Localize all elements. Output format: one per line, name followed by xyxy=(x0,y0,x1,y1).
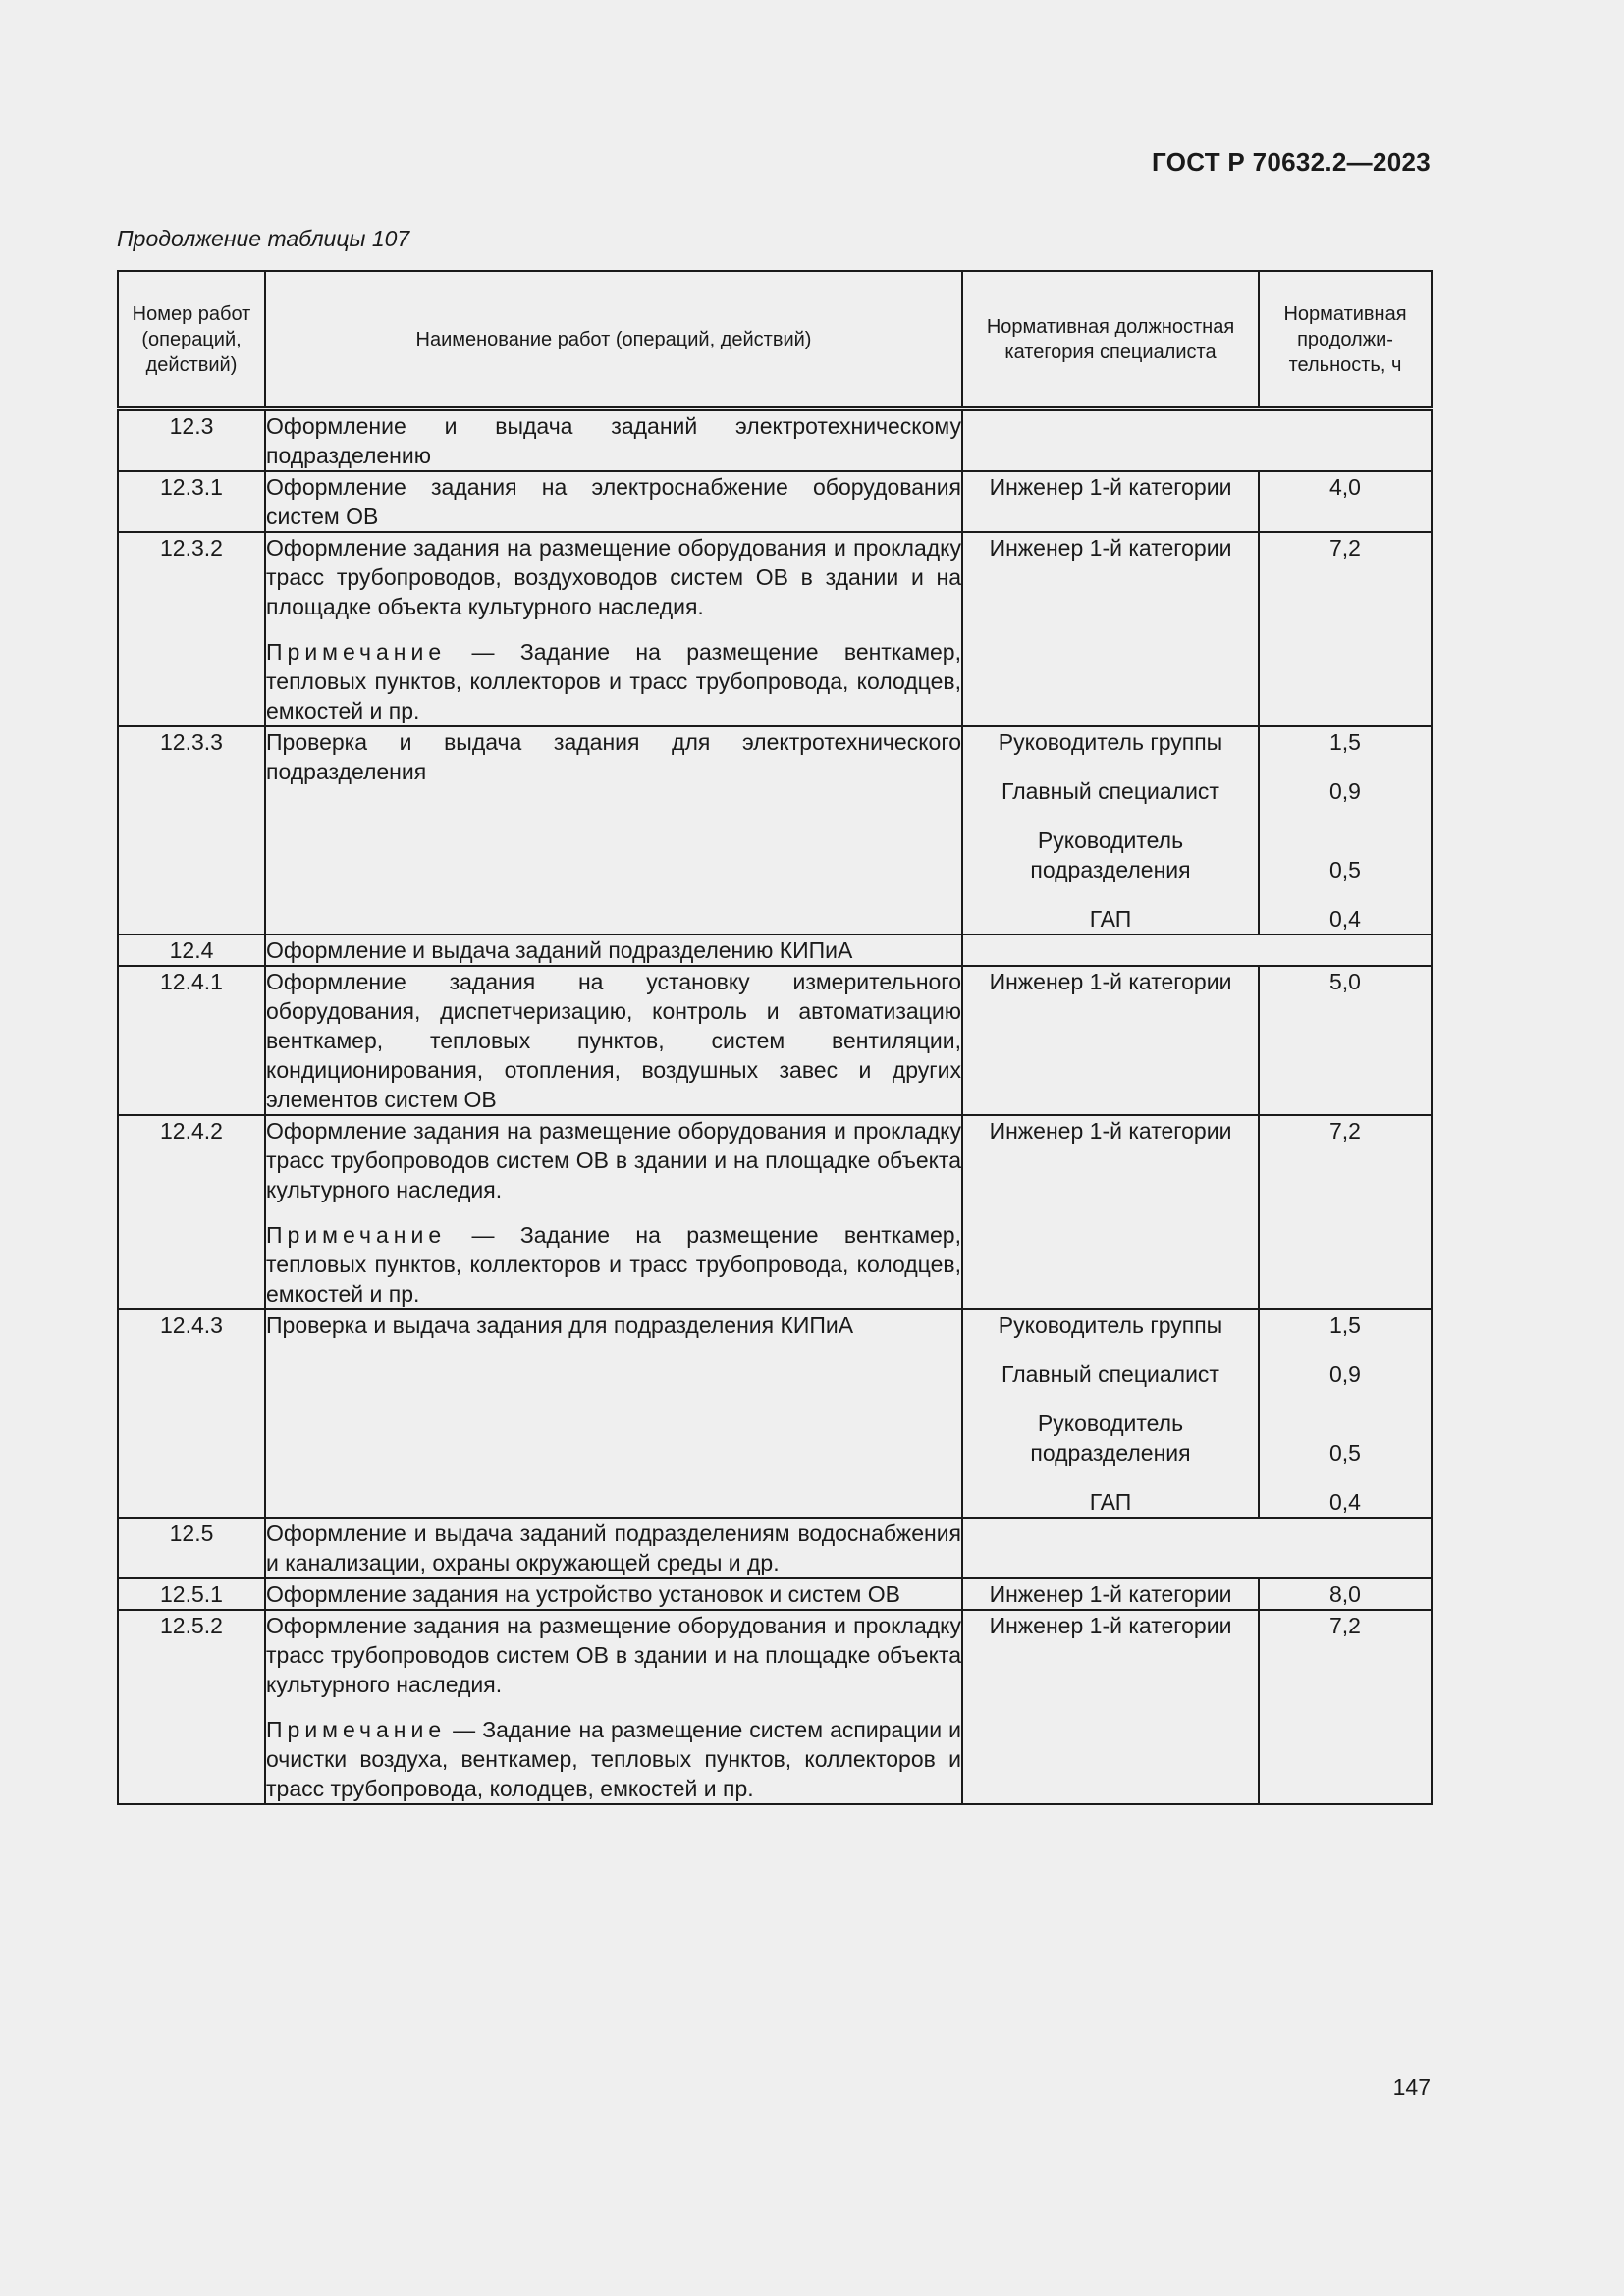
empty-cell xyxy=(962,1518,1432,1578)
note-text: — Задание на размещение венткамер, тепловых пунктов, коллекторов и трасс трубопровода, колодцев, емкостей и пр. xyxy=(266,639,961,723)
note-text: — Задание на размещение систем аспирации и очистки воздуха, венткамер, тепловых пунктов, коллекторов и трасс трубопровода, колодцев, емкостей и пр. xyxy=(266,1717,961,1801)
work-name: Оформление задания на электроснабжение оборудования систем ОВ xyxy=(266,474,961,529)
norms-table xyxy=(117,270,1433,1805)
specialist-category: Инженер 1-й категории xyxy=(989,474,1232,500)
work-number: 12.4.3 xyxy=(118,1309,265,1518)
work-name-cell xyxy=(265,532,962,726)
work-name-cell xyxy=(265,934,962,966)
table-group-row xyxy=(118,409,1432,472)
specialist-category: Инженер 1-й категории xyxy=(989,1613,1232,1638)
specialist-category-cell xyxy=(962,1578,1259,1610)
specialist-category: Руководитель группы xyxy=(998,729,1223,755)
duration-value: 1,5 xyxy=(1329,729,1361,755)
work-name-cell xyxy=(265,1578,962,1610)
specialist-category-cell xyxy=(962,471,1259,532)
work-name-cell xyxy=(265,1115,962,1309)
duration-value: 1,5 xyxy=(1329,1312,1361,1338)
duration-cell xyxy=(1259,532,1432,726)
duration-value: 7,2 xyxy=(1329,1118,1361,1144)
duration-cell xyxy=(1259,1610,1432,1804)
work-name: Оформление и выдача заданий электротехническому подразделению xyxy=(266,413,961,468)
note-label: Примечание xyxy=(266,1717,447,1742)
specialist-category: Инженер 1-й категории xyxy=(989,1581,1232,1607)
duration-value: 7,2 xyxy=(1329,535,1361,561)
specialist-category: Инженер 1-й категории xyxy=(989,1118,1232,1144)
specialist-category: Руководитель подразделения xyxy=(1030,828,1191,882)
empty-cell xyxy=(962,934,1432,966)
work-name-cell xyxy=(265,1309,962,1518)
duration-value: 7,2 xyxy=(1329,1613,1361,1638)
work-name-cell xyxy=(265,471,962,532)
table-body xyxy=(118,409,1432,1805)
duration-cell xyxy=(1259,726,1432,934)
specialist-category-cell xyxy=(962,532,1259,726)
table-group-row xyxy=(118,934,1432,966)
specialist-category: ГАП xyxy=(1089,1489,1132,1515)
specialist-category-cell xyxy=(962,966,1259,1115)
duration-value: 8,0 xyxy=(1329,1581,1361,1607)
duration-value: 0,9 xyxy=(1329,1362,1361,1387)
work-name: Оформление задания на установку измерительного оборудования, диспетчеризацию, контроль и автоматизацию венткамер, тепловых пунктов, систем вентиляции, кондиционирования, отопления, воздушных завес и других элементов систем ОВ xyxy=(266,969,961,1112)
specialist-category: Руководитель группы xyxy=(998,1312,1223,1338)
table-row xyxy=(118,1578,1432,1610)
table-caption: Продолжение таблицы 107 xyxy=(117,226,410,251)
work-number: 12.5.1 xyxy=(118,1578,265,1610)
duration-value: 5,0 xyxy=(1329,969,1361,994)
work-name: Оформление задания на размещение оборудования и прокладку трасс трубопроводов систем ОВ в здании и на площадке объекта культурного наследия. xyxy=(266,1118,961,1202)
work-number: 12.4.2 xyxy=(118,1115,265,1309)
duration-cell xyxy=(1259,966,1432,1115)
work-name: Оформление задания на устройство установок и систем ОВ xyxy=(266,1581,900,1607)
work-number: 12.3.2 xyxy=(118,532,265,726)
table-header-row xyxy=(118,271,1432,409)
work-name-cell xyxy=(265,966,962,1115)
work-name-cell xyxy=(265,1610,962,1804)
duration-value: 0,4 xyxy=(1329,1489,1361,1515)
specialist-category: ГАП xyxy=(1089,906,1132,932)
work-name: Проверка и выдача задания для электротехнического подразделения xyxy=(266,729,961,784)
duration-cell xyxy=(1259,1309,1432,1518)
duration-value: 0,4 xyxy=(1329,906,1361,932)
duration-value: 0,5 xyxy=(1329,857,1361,882)
table-group-row xyxy=(118,1518,1432,1578)
specialist-category-cell xyxy=(962,1309,1259,1518)
note-label: Примечание xyxy=(266,1222,447,1248)
table-row xyxy=(118,1115,1432,1309)
table-row xyxy=(118,1610,1432,1804)
specialist-category: Инженер 1-й категории xyxy=(989,969,1232,994)
table-row xyxy=(118,1309,1432,1518)
work-name: Оформление и выдача заданий подразделению КИПиА xyxy=(266,937,853,963)
specialist-category-cell xyxy=(962,1610,1259,1804)
work-name: Оформление задания на размещение оборудования и прокладку трасс трубопроводов систем ОВ в здании и на площадке объекта культурного наследия. xyxy=(266,1613,961,1697)
duration-value: 0,9 xyxy=(1329,778,1361,804)
column-header-duration: Нормативная продолжи-тельность, ч xyxy=(1259,271,1432,409)
work-number: 12.3.1 xyxy=(118,471,265,532)
duration-cell xyxy=(1259,471,1432,532)
duration-cell xyxy=(1259,1115,1432,1309)
work-name: Оформление и выдача заданий подразделениям водоснабжения и канализации, охраны окружающей среды и др. xyxy=(266,1521,961,1575)
empty-cell xyxy=(962,409,1432,472)
page-number: 147 xyxy=(1392,2074,1431,2100)
work-note xyxy=(266,1715,961,1803)
duration-value: 4,0 xyxy=(1329,474,1361,500)
work-number: 12.5.2 xyxy=(118,1610,265,1804)
specialist-category-cell xyxy=(962,1115,1259,1309)
work-note xyxy=(266,1220,961,1308)
work-note xyxy=(266,637,961,725)
work-number: 12.4 xyxy=(118,934,265,966)
work-name-cell xyxy=(265,726,962,934)
column-header-number: Номер работ (операций, действий) xyxy=(118,271,265,409)
work-number: 12.4.1 xyxy=(118,966,265,1115)
table-row xyxy=(118,471,1432,532)
specialist-category-cell xyxy=(962,726,1259,934)
work-name: Проверка и выдача задания для подразделения КИПиА xyxy=(266,1312,854,1338)
table-row xyxy=(118,532,1432,726)
duration-value: 0,5 xyxy=(1329,1440,1361,1466)
specialist-category: Руководитель подразделения xyxy=(1030,1411,1191,1466)
work-number: 12.3.3 xyxy=(118,726,265,934)
specialist-category: Инженер 1-й категории xyxy=(989,535,1232,561)
note-text: — Задание на размещение венткамер, тепловых пунктов, коллекторов и трасс трубопровода, колодцев, емкостей и пр. xyxy=(266,1222,961,1307)
work-number: 12.5 xyxy=(118,1518,265,1578)
table-row xyxy=(118,726,1432,934)
work-name: Оформление задания на размещение оборудования и прокладку трасс трубопроводов, воздуховодов систем ОВ в здании и на площадке объекта культурного наследия. xyxy=(266,535,961,619)
document-code: ГОСТ Р 70632.2—2023 xyxy=(1152,147,1431,177)
specialist-category: Главный специалист xyxy=(1001,778,1219,804)
specialist-category: Главный специалист xyxy=(1001,1362,1219,1387)
work-name-cell xyxy=(265,409,962,472)
column-header-name: Наименование работ (операций, действий) xyxy=(265,271,962,409)
table-row xyxy=(118,966,1432,1115)
duration-cell xyxy=(1259,1578,1432,1610)
note-label: Примечание xyxy=(266,639,447,665)
column-header-category: Нормативная должностная категория специалиста xyxy=(962,271,1259,409)
work-name-cell xyxy=(265,1518,962,1578)
work-number: 12.3 xyxy=(118,409,265,472)
